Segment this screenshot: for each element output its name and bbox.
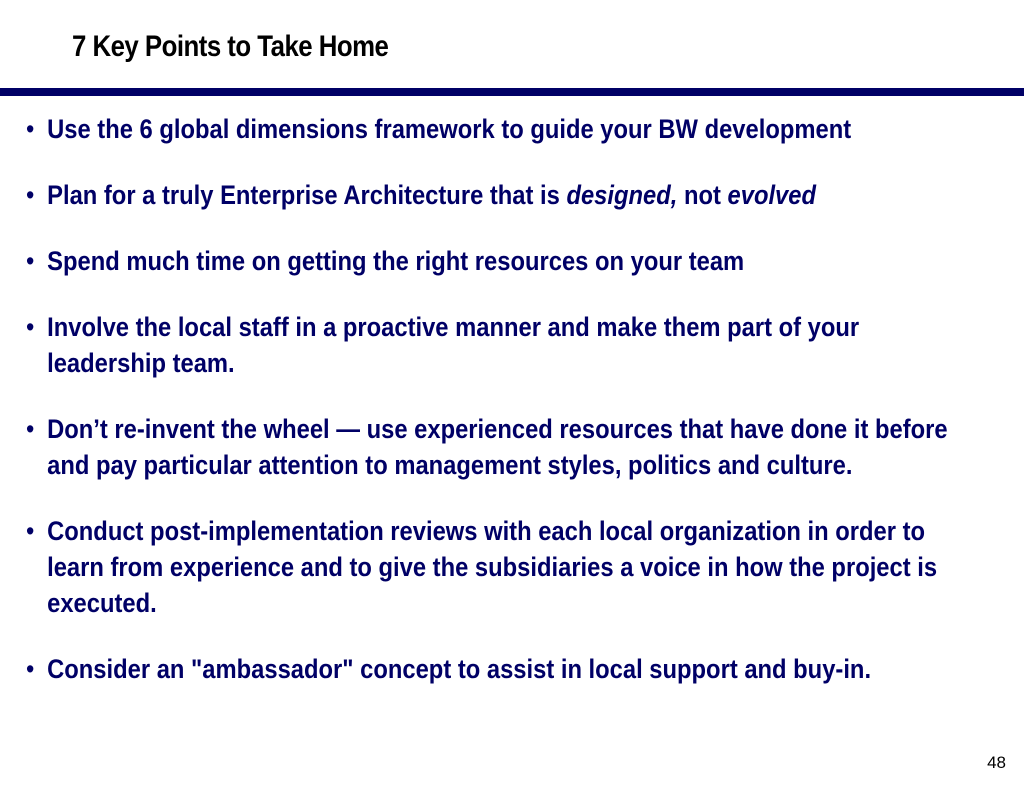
key-point-emphasis: designed, [566, 180, 678, 210]
bullet-icon: • [26, 114, 35, 144]
key-point-text: not [677, 180, 728, 210]
key-points-list [26, 111, 959, 687]
key-point-text: Don’t re-invent the wheel — use experienced resources that have done it before and pay particular attention to management styles, politics and culture. [47, 414, 948, 480]
key-point-4 [26, 309, 959, 381]
bullet-icon: • [26, 516, 35, 546]
key-point-5 [26, 411, 959, 483]
key-point-text: Spend much time on getting the right resources on your team [47, 246, 745, 276]
bullet-icon: • [26, 180, 35, 210]
page-number: 48 [987, 753, 1006, 772]
bullet-icon: • [26, 414, 35, 444]
key-point-text: Conduct post-implementation reviews with each local organization in order to learn from experience and to give the subsidiaries a voice in how the project is executed. [47, 516, 938, 618]
key-point-text: Involve the local staff in a proactive manner and make them part of your leadership team. [47, 312, 860, 378]
key-point-text: Consider an "ambassador" concept to assist in local support and buy-in. [47, 654, 872, 684]
bullet-icon: • [26, 654, 35, 684]
key-point-2 [26, 177, 959, 213]
key-point-text: Plan for a truly Enterprise Architecture that is [47, 180, 567, 210]
key-point-1 [26, 111, 959, 147]
slide-title: 7 Key Points to Take Home [72, 30, 389, 63]
key-point-3 [26, 243, 959, 279]
key-point-text: Use the 6 global dimensions framework to guide your BW development [47, 114, 852, 144]
key-point-6 [26, 513, 959, 621]
bullet-icon: • [26, 312, 35, 342]
key-point-emphasis: evolved [727, 180, 817, 210]
title-divider [0, 88, 1024, 96]
bullet-icon: • [26, 246, 35, 276]
key-point-7 [26, 651, 959, 687]
